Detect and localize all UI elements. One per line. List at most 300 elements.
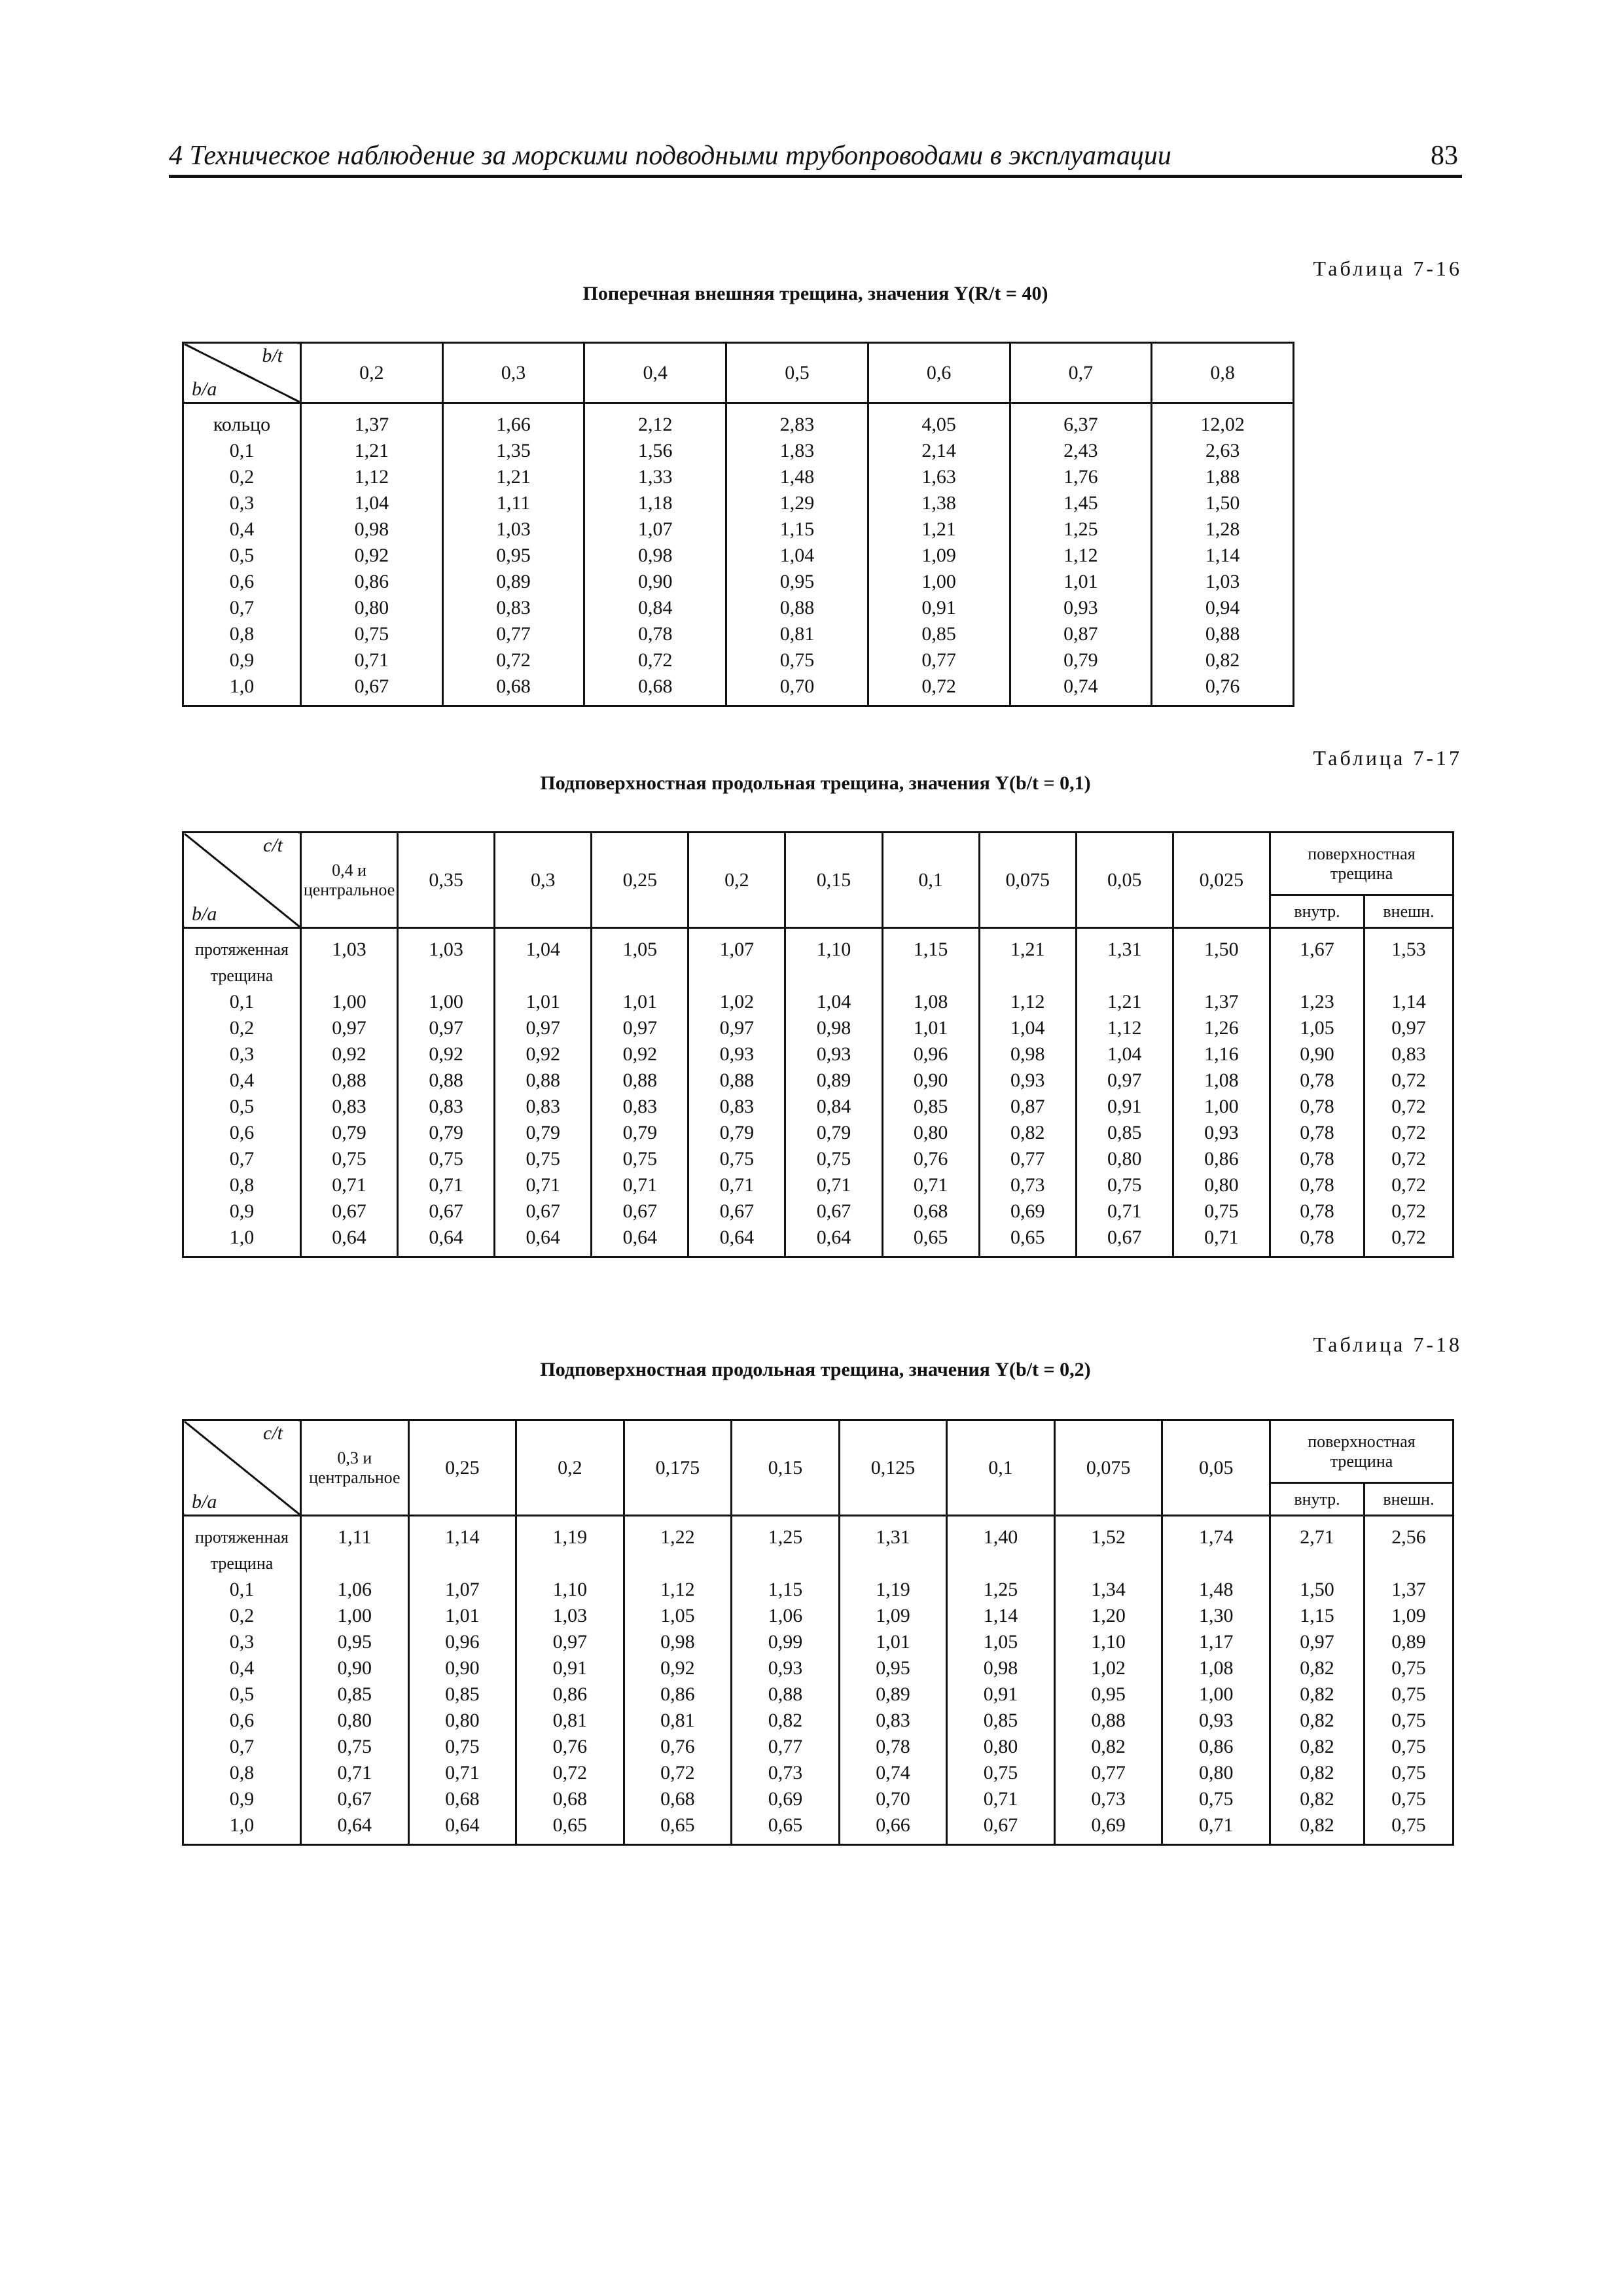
table-cell: 0,89 bbox=[442, 569, 584, 595]
table-cell: 0,65 bbox=[979, 1225, 1076, 1257]
table-cell: 1,67 bbox=[1270, 928, 1364, 990]
table-cell: 0,79 bbox=[592, 1120, 688, 1146]
table-row bbox=[183, 543, 1294, 569]
table-cell: 0,92 bbox=[301, 543, 443, 569]
column-header: 0,05 bbox=[1076, 833, 1173, 928]
table-cell: 0,78 bbox=[1270, 1198, 1364, 1225]
table-cell: 1,00 bbox=[301, 989, 398, 1015]
chapter-title: 4 Техническое наблюдение за морскими подводными трубопроводами в эксплуатации bbox=[169, 141, 1171, 171]
table-cell: 1,12 bbox=[624, 1577, 732, 1603]
table-cell: 0,87 bbox=[1010, 621, 1152, 647]
table-cell: 0,97 bbox=[1076, 1067, 1173, 1094]
table-cell: 0,71 bbox=[398, 1172, 495, 1198]
table-cell: 0,66 bbox=[839, 1812, 947, 1845]
column-header: 0,1 bbox=[947, 1420, 1055, 1516]
table-cell: 0,71 bbox=[495, 1172, 592, 1198]
row-label: 0,2 bbox=[183, 1603, 301, 1629]
table-cell: 0,93 bbox=[688, 1041, 785, 1067]
table-cell: 0,83 bbox=[592, 1094, 688, 1120]
table-cell: 0,75 bbox=[1173, 1198, 1270, 1225]
table-cell: 1,30 bbox=[1162, 1603, 1270, 1629]
table-cell: 0,75 bbox=[1364, 1681, 1454, 1708]
table-cell: 0,67 bbox=[301, 1198, 398, 1225]
table-cell: 0,97 bbox=[688, 1015, 785, 1041]
table-cell: 1,00 bbox=[1162, 1681, 1270, 1708]
table-row bbox=[183, 1603, 1454, 1629]
row-label: протяженная трещина bbox=[183, 1516, 301, 1577]
table-cell: 1,01 bbox=[839, 1629, 947, 1655]
table-row bbox=[183, 1812, 1454, 1845]
table-cell: 0,95 bbox=[301, 1629, 409, 1655]
table-cell: 1,01 bbox=[882, 1015, 979, 1041]
table-cell: 0,77 bbox=[979, 1146, 1076, 1172]
table-cell: 0,79 bbox=[301, 1120, 398, 1146]
table-row bbox=[183, 1146, 1454, 1172]
table-cell: 0,69 bbox=[1054, 1812, 1162, 1845]
table-cell: 1,56 bbox=[584, 438, 726, 464]
table-cell: 0,95 bbox=[839, 1655, 947, 1681]
table-row bbox=[183, 403, 1294, 439]
row-label: кольцо bbox=[183, 403, 301, 439]
table-cell: 2,56 bbox=[1364, 1516, 1454, 1577]
table-cell: 0,88 bbox=[732, 1681, 840, 1708]
table-cell: 1,12 bbox=[1010, 543, 1152, 569]
table-cell: 0,85 bbox=[868, 621, 1010, 647]
table-row bbox=[183, 464, 1294, 490]
table-cell: 0,89 bbox=[1364, 1629, 1454, 1655]
table-cell: 1,04 bbox=[785, 989, 882, 1015]
table-cell: 1,37 bbox=[1364, 1577, 1454, 1603]
table-cell: 1,14 bbox=[408, 1516, 516, 1577]
table-cell: 1,12 bbox=[301, 464, 443, 490]
table-cell: 0,80 bbox=[1162, 1760, 1270, 1786]
table-cell: 0,93 bbox=[1010, 595, 1152, 621]
table-cell: 0,82 bbox=[1270, 1681, 1364, 1708]
table-cell: 2,71 bbox=[1270, 1516, 1364, 1577]
table-row bbox=[183, 1172, 1454, 1198]
corner-top-label: c/t bbox=[263, 1422, 283, 1444]
table-cell: 0,81 bbox=[516, 1708, 624, 1734]
table-cell: 0,71 bbox=[688, 1172, 785, 1198]
table-cell: 0,72 bbox=[868, 673, 1010, 706]
table-cell: 1,20 bbox=[1054, 1603, 1162, 1629]
table-cell: 0,88 bbox=[1152, 621, 1294, 647]
table-cell: 1,00 bbox=[301, 1603, 409, 1629]
table-cell: 0,72 bbox=[624, 1760, 732, 1786]
table-cell: 0,64 bbox=[408, 1812, 516, 1845]
table-cell: 1,25 bbox=[732, 1516, 840, 1577]
table-row bbox=[183, 1681, 1454, 1708]
table-row bbox=[183, 1120, 1454, 1146]
table-cell: 1,05 bbox=[624, 1603, 732, 1629]
table-cell: 0,83 bbox=[1364, 1041, 1454, 1067]
table-cell: 0,77 bbox=[442, 621, 584, 647]
table-cell: 0,72 bbox=[1364, 1146, 1454, 1172]
table-cell: 0,75 bbox=[688, 1146, 785, 1172]
table-cell: 0,75 bbox=[398, 1146, 495, 1172]
surface-subheader: внутр. bbox=[1270, 895, 1364, 928]
table-cell: 0,93 bbox=[979, 1067, 1076, 1094]
table-cell: 1,15 bbox=[882, 928, 979, 990]
column-header: 0,25 bbox=[408, 1420, 516, 1516]
table-cell: 0,71 bbox=[785, 1172, 882, 1198]
table-cell: 0,98 bbox=[979, 1041, 1076, 1067]
table-cell: 1,03 bbox=[1152, 569, 1294, 595]
table-cell: 1,63 bbox=[868, 464, 1010, 490]
table-row bbox=[183, 1516, 1454, 1577]
table-cell: 1,50 bbox=[1173, 928, 1270, 990]
table-row bbox=[183, 1786, 1454, 1812]
row-label: 0,9 bbox=[183, 1786, 301, 1812]
table-cell: 1,53 bbox=[1364, 928, 1454, 990]
column-header: 0,3 и центральное bbox=[301, 1420, 409, 1516]
table-cell: 1,38 bbox=[868, 490, 1010, 516]
table-cell: 0,64 bbox=[301, 1225, 398, 1257]
table-cell: 12,02 bbox=[1152, 403, 1294, 439]
table-row bbox=[183, 1734, 1454, 1760]
table-cell: 1,12 bbox=[979, 989, 1076, 1015]
table-row bbox=[183, 516, 1294, 543]
column-header: 0,05 bbox=[1162, 1420, 1270, 1516]
row-label: 0,2 bbox=[183, 464, 301, 490]
table-cell: 0,89 bbox=[839, 1681, 947, 1708]
table-cell: 0,71 bbox=[1173, 1225, 1270, 1257]
table-cell: 0,76 bbox=[624, 1734, 732, 1760]
table-cell: 0,80 bbox=[301, 1708, 409, 1734]
table-cell: 2,14 bbox=[868, 438, 1010, 464]
table-cell: 0,97 bbox=[1364, 1015, 1454, 1041]
table-cell: 0,97 bbox=[398, 1015, 495, 1041]
table-cell: 0,83 bbox=[398, 1094, 495, 1120]
row-label: 0,1 bbox=[183, 438, 301, 464]
table-cell: 0,88 bbox=[726, 595, 868, 621]
table-row bbox=[183, 647, 1294, 673]
table-cell: 0,67 bbox=[688, 1198, 785, 1225]
table-cell: 0,87 bbox=[979, 1094, 1076, 1120]
row-label: 0,7 bbox=[183, 1734, 301, 1760]
table-row bbox=[183, 1225, 1454, 1257]
table-cell: 1,76 bbox=[1010, 464, 1152, 490]
table-cell: 0,65 bbox=[516, 1812, 624, 1845]
table-cell: 0,97 bbox=[592, 1015, 688, 1041]
table-18-caption: Таблица 7-18 bbox=[1313, 1333, 1462, 1356]
table-cell: 0,75 bbox=[592, 1146, 688, 1172]
table-cell: 1,04 bbox=[726, 543, 868, 569]
table-cell: 1,09 bbox=[839, 1603, 947, 1629]
table-cell: 0,91 bbox=[516, 1655, 624, 1681]
row-label: 0,1 bbox=[183, 1577, 301, 1603]
column-header: 0,4 bbox=[584, 343, 726, 403]
table-17-caption: Таблица 7-17 bbox=[1313, 746, 1462, 770]
table-cell: 0,93 bbox=[732, 1655, 840, 1681]
table-cell: 0,80 bbox=[1173, 1172, 1270, 1198]
table-cell: 0,84 bbox=[785, 1094, 882, 1120]
table-cell: 0,73 bbox=[979, 1172, 1076, 1198]
table-cell: 0,75 bbox=[1364, 1708, 1454, 1734]
table-cell: 0,98 bbox=[584, 543, 726, 569]
table-cell: 0,92 bbox=[624, 1655, 732, 1681]
table-cell: 0,64 bbox=[495, 1225, 592, 1257]
table-cell: 0,82 bbox=[1054, 1734, 1162, 1760]
table-cell: 1,33 bbox=[584, 464, 726, 490]
table-cell: 0,83 bbox=[688, 1094, 785, 1120]
table-cell: 0,88 bbox=[301, 1067, 398, 1094]
table-cell: 0,71 bbox=[301, 647, 443, 673]
table-cell: 1,88 bbox=[1152, 464, 1294, 490]
table-cell: 1,15 bbox=[726, 516, 868, 543]
table-cell: 1,74 bbox=[1162, 1516, 1270, 1577]
table-cell: 0,98 bbox=[947, 1655, 1055, 1681]
table-cell: 2,12 bbox=[584, 403, 726, 439]
table-cell: 1,03 bbox=[398, 928, 495, 990]
table-cell: 0,82 bbox=[1270, 1655, 1364, 1681]
table-cell: 0,72 bbox=[1364, 1172, 1454, 1198]
table-cell: 0,77 bbox=[868, 647, 1010, 673]
table-cell: 0,73 bbox=[1054, 1786, 1162, 1812]
table-cell: 0,68 bbox=[408, 1786, 516, 1812]
column-header: 0,1 bbox=[882, 833, 979, 928]
table-cell: 0,75 bbox=[301, 1734, 409, 1760]
table-cell: 0,92 bbox=[301, 1041, 398, 1067]
table-cell: 0,71 bbox=[882, 1172, 979, 1198]
table-cell: 1,01 bbox=[495, 989, 592, 1015]
table-cell: 0,91 bbox=[1076, 1094, 1173, 1120]
table-cell: 0,70 bbox=[726, 673, 868, 706]
table-cell: 1,21 bbox=[868, 516, 1010, 543]
page-number: 83 bbox=[1431, 141, 1458, 171]
table-cell: 1,04 bbox=[495, 928, 592, 990]
table-cell: 0,78 bbox=[1270, 1094, 1364, 1120]
row-label: 1,0 bbox=[183, 673, 301, 706]
table-cell: 0,97 bbox=[516, 1629, 624, 1655]
table-cell: 0,75 bbox=[1364, 1812, 1454, 1845]
table-cell: 1,21 bbox=[301, 438, 443, 464]
table-cell: 0,86 bbox=[1173, 1146, 1270, 1172]
column-header: 0,125 bbox=[839, 1420, 947, 1516]
table-cell: 0,85 bbox=[1076, 1120, 1173, 1146]
table-cell: 0,67 bbox=[398, 1198, 495, 1225]
table-cell: 1,10 bbox=[516, 1577, 624, 1603]
table-cell: 0,90 bbox=[1270, 1041, 1364, 1067]
table-cell: 0,93 bbox=[1173, 1120, 1270, 1146]
column-header: 0,4 и центральное bbox=[301, 833, 398, 928]
table-cell: 1,16 bbox=[1173, 1041, 1270, 1067]
table-cell: 1,10 bbox=[785, 928, 882, 990]
column-header: 0,6 bbox=[868, 343, 1010, 403]
table-cell: 1,02 bbox=[1054, 1655, 1162, 1681]
table-cell: 0,86 bbox=[516, 1681, 624, 1708]
table-row bbox=[183, 1198, 1454, 1225]
table-cell: 0,83 bbox=[442, 595, 584, 621]
table-cell: 1,01 bbox=[592, 989, 688, 1015]
table-cell: 1,37 bbox=[301, 403, 443, 439]
table-cell: 1,25 bbox=[947, 1577, 1055, 1603]
table-cell: 0,74 bbox=[1010, 673, 1152, 706]
table-row bbox=[183, 1655, 1454, 1681]
table-cell: 0,64 bbox=[592, 1225, 688, 1257]
row-label: 0,6 bbox=[183, 1708, 301, 1734]
table-cell: 0,72 bbox=[1364, 1067, 1454, 1094]
table-cell: 1,26 bbox=[1173, 1015, 1270, 1041]
table-cell: 0,68 bbox=[584, 673, 726, 706]
table-cell: 1,11 bbox=[442, 490, 584, 516]
table-cell: 0,76 bbox=[516, 1734, 624, 1760]
table-cell: 1,05 bbox=[947, 1629, 1055, 1655]
table-cell: 1,04 bbox=[1076, 1041, 1173, 1067]
table-cell: 1,23 bbox=[1270, 989, 1364, 1015]
row-label: 0,6 bbox=[183, 1120, 301, 1146]
table-cell: 0,68 bbox=[624, 1786, 732, 1812]
table-cell: 0,85 bbox=[301, 1681, 409, 1708]
table-cell: 0,75 bbox=[301, 1146, 398, 1172]
table-cell: 0,92 bbox=[495, 1041, 592, 1067]
table-cell: 0,69 bbox=[732, 1786, 840, 1812]
table-cell: 0,80 bbox=[882, 1120, 979, 1146]
table-cell: 0,88 bbox=[1054, 1708, 1162, 1734]
table-cell: 0,64 bbox=[785, 1225, 882, 1257]
table-cell: 0,89 bbox=[785, 1067, 882, 1094]
table-cell: 0,82 bbox=[979, 1120, 1076, 1146]
table-cell: 0,82 bbox=[1152, 647, 1294, 673]
table-row bbox=[183, 621, 1294, 647]
table-cell: 1,03 bbox=[442, 516, 584, 543]
table-cell: 0,80 bbox=[1076, 1146, 1173, 1172]
table-cell: 0,77 bbox=[1054, 1760, 1162, 1786]
table-cell: 0,78 bbox=[1270, 1146, 1364, 1172]
table-cell: 1,31 bbox=[839, 1516, 947, 1577]
table-cell: 0,78 bbox=[839, 1734, 947, 1760]
table-cell: 0,99 bbox=[732, 1629, 840, 1655]
table-cell: 0,85 bbox=[408, 1681, 516, 1708]
table-row bbox=[183, 1094, 1454, 1120]
corner-bottom-label: b/a bbox=[192, 903, 217, 925]
table-cell: 1,14 bbox=[1152, 543, 1294, 569]
table-cell: 0,90 bbox=[882, 1067, 979, 1094]
table-cell: 0,95 bbox=[442, 543, 584, 569]
row-label: 0,8 bbox=[183, 1760, 301, 1786]
row-label: 0,5 bbox=[183, 1681, 301, 1708]
column-header: 0,8 bbox=[1152, 343, 1294, 403]
corner-cell bbox=[183, 833, 301, 928]
table-cell: 0,85 bbox=[947, 1708, 1055, 1734]
column-header: 0,15 bbox=[785, 833, 882, 928]
table-cell: 1,14 bbox=[1364, 989, 1454, 1015]
row-label: протяженная трещина bbox=[183, 928, 301, 990]
table-cell: 0,80 bbox=[947, 1734, 1055, 1760]
table-cell: 0,75 bbox=[1076, 1172, 1173, 1198]
column-header: 0,3 bbox=[442, 343, 584, 403]
table-row bbox=[183, 1708, 1454, 1734]
row-label: 0,5 bbox=[183, 1094, 301, 1120]
table-cell: 0,67 bbox=[947, 1812, 1055, 1845]
table-cell: 0,78 bbox=[584, 621, 726, 647]
table-row bbox=[183, 1577, 1454, 1603]
table-cell: 1,11 bbox=[301, 1516, 409, 1577]
table-cell: 1,00 bbox=[1173, 1094, 1270, 1120]
table-row bbox=[183, 1015, 1454, 1041]
surface-subheader: внутр. bbox=[1270, 1483, 1364, 1516]
table-cell: 0,93 bbox=[1162, 1708, 1270, 1734]
table-cell: 0,88 bbox=[495, 1067, 592, 1094]
column-header: 0,2 bbox=[516, 1420, 624, 1516]
table-cell: 0,75 bbox=[301, 621, 443, 647]
table-cell: 1,50 bbox=[1270, 1577, 1364, 1603]
table-cell: 0,75 bbox=[785, 1146, 882, 1172]
table-cell: 0,76 bbox=[882, 1146, 979, 1172]
table-17 bbox=[182, 831, 1454, 1258]
table-cell: 0,80 bbox=[408, 1708, 516, 1734]
table-cell: 0,67 bbox=[785, 1198, 882, 1225]
table-cell: 0,79 bbox=[1010, 647, 1152, 673]
row-label: 0,4 bbox=[183, 1067, 301, 1094]
row-label: 0,8 bbox=[183, 1172, 301, 1198]
table-row bbox=[183, 569, 1294, 595]
table-cell: 0,64 bbox=[398, 1225, 495, 1257]
row-label: 1,0 bbox=[183, 1812, 301, 1845]
table-cell: 0,83 bbox=[839, 1708, 947, 1734]
table-cell: 1,18 bbox=[584, 490, 726, 516]
table-cell: 0,72 bbox=[1364, 1198, 1454, 1225]
table-cell: 1,06 bbox=[732, 1603, 840, 1629]
row-label: 1,0 bbox=[183, 1225, 301, 1257]
column-header: 0,075 bbox=[1054, 1420, 1162, 1516]
column-header: 0,2 bbox=[301, 343, 443, 403]
column-header: 0,175 bbox=[624, 1420, 732, 1516]
column-header: 0,25 bbox=[592, 833, 688, 928]
table-cell: 1,02 bbox=[688, 989, 785, 1015]
table-cell: 0,88 bbox=[688, 1067, 785, 1094]
table-cell: 0,74 bbox=[839, 1760, 947, 1786]
column-header: 0,7 bbox=[1010, 343, 1152, 403]
row-label: 0,9 bbox=[183, 1198, 301, 1225]
table-cell: 1,01 bbox=[1010, 569, 1152, 595]
table-cell: 0,98 bbox=[785, 1015, 882, 1041]
table-cell: 1,22 bbox=[624, 1516, 732, 1577]
table-cell: 0,83 bbox=[495, 1094, 592, 1120]
table-cell: 1,37 bbox=[1173, 989, 1270, 1015]
corner-top-label: c/t bbox=[263, 834, 283, 856]
table-cell: 1,21 bbox=[1076, 989, 1173, 1015]
table-cell: 0,71 bbox=[301, 1172, 398, 1198]
table-cell: 0,67 bbox=[1076, 1225, 1173, 1257]
surface-subheader: внешн. bbox=[1364, 1483, 1454, 1516]
table-cell: 0,71 bbox=[408, 1760, 516, 1786]
table-cell: 1,08 bbox=[1162, 1655, 1270, 1681]
column-header: 0,2 bbox=[688, 833, 785, 928]
table-cell: 0,78 bbox=[1270, 1172, 1364, 1198]
row-label: 0,6 bbox=[183, 569, 301, 595]
table-cell: 0,84 bbox=[584, 595, 726, 621]
table-cell: 0,72 bbox=[584, 647, 726, 673]
corner-cell bbox=[183, 343, 301, 403]
table-cell: 1,04 bbox=[301, 490, 443, 516]
table-cell: 0,82 bbox=[1270, 1708, 1364, 1734]
table-cell: 1,21 bbox=[979, 928, 1076, 990]
row-label: 0,4 bbox=[183, 516, 301, 543]
table-cell: 0,88 bbox=[592, 1067, 688, 1094]
table-cell: 1,00 bbox=[868, 569, 1010, 595]
table-cell: 1,29 bbox=[726, 490, 868, 516]
table-cell: 0,68 bbox=[516, 1786, 624, 1812]
table-cell: 0,68 bbox=[442, 673, 584, 706]
table-cell: 0,97 bbox=[495, 1015, 592, 1041]
table-cell: 0,75 bbox=[495, 1146, 592, 1172]
table-row bbox=[183, 1041, 1454, 1067]
table-cell: 4,05 bbox=[868, 403, 1010, 439]
table-cell: 1,04 bbox=[979, 1015, 1076, 1041]
table-row bbox=[183, 1629, 1454, 1655]
table-16-caption: Таблица 7-16 bbox=[1313, 257, 1462, 280]
